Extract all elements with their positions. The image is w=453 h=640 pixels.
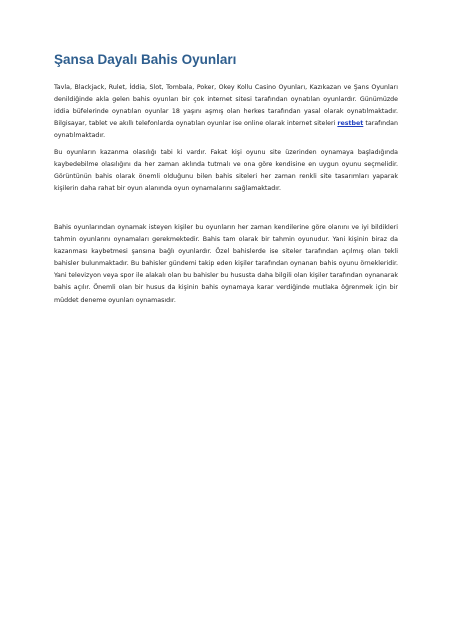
paragraph-1-text-start: Tavla, Blackjack, Rulet, İddia, Slot, Tombala, Poker, Okey Kollu Casino Oyunları, Kazıkazan ve Şans Oyunları denildiğinde akla gelen bahis oyunları bir çok internet sitesi tarafından oynatılan oyunlardır. Günümüzde iddia büfelerinde oynatılan oyunlar 18 yaşını aşmış olan herkes tarafından yasal olarak oynatılmaktadır. Bilgisayar, tablet ve akıllı telefonlarda oynatılan oyunlar ise online olarak internet siteleri	[54, 84, 398, 128]
paragraph-2: Bu oyunların kazanma olasılığı tabi ki vardır. Fakat kişi oyunu site üzerinden oynamaya başladığında kaybedebilme olasılığını da her zaman aklında tutmalı ve ona göre kendisine en uygun oyunu seçmelidir. Görüntünün bahis olarak önemli olduğunu bilen bahis siteleri her zaman renkli site tasarımları yaparak kişilerin daha rahat bir oyun alanında oyun oynamalarını sağlamaktadır.	[54, 149, 398, 193]
document-title: Şansa Dayalı Bahis Oyunları	[54, 52, 237, 67]
paragraph-1-text-end: tarafından oynatılmaktadır.	[54, 120, 398, 140]
restbet-link[interactable]: restbet	[337, 120, 364, 128]
paragraph-1	[54, 82, 398, 142]
paragraph-3: Bahis oyunlarından oynamak isteyen kişiler bu oyunların her zaman kendilerine göre olanını ve iyi bildikleri tahmin oyunlarını oynamaları gerekmektedir. Bahis tam olarak bir tahmin oyunudur. Yani kişinin biraz da kazanması kaybetmesi şansına bağlı oyunlardır. Özel bahislerde ise siteler tarafından açılmış olan tekli bahisler bulunmaktadır. Bu bahisler gündemi takip eden kişiler tarafından oynanan bahis oyunu örnekleridir. Yani televizyon veya spor ile alakalı olan bu bahisler bu hususta daha bilgili olan kişiler tarafından oynanarak bahis açılır. Önemli olan bir husus da kişinin bahis oynamaya karar verdiğinde mutlaka öğrenmek için bir müddet deneme oyunları oynamasıdır.	[54, 224, 398, 304]
